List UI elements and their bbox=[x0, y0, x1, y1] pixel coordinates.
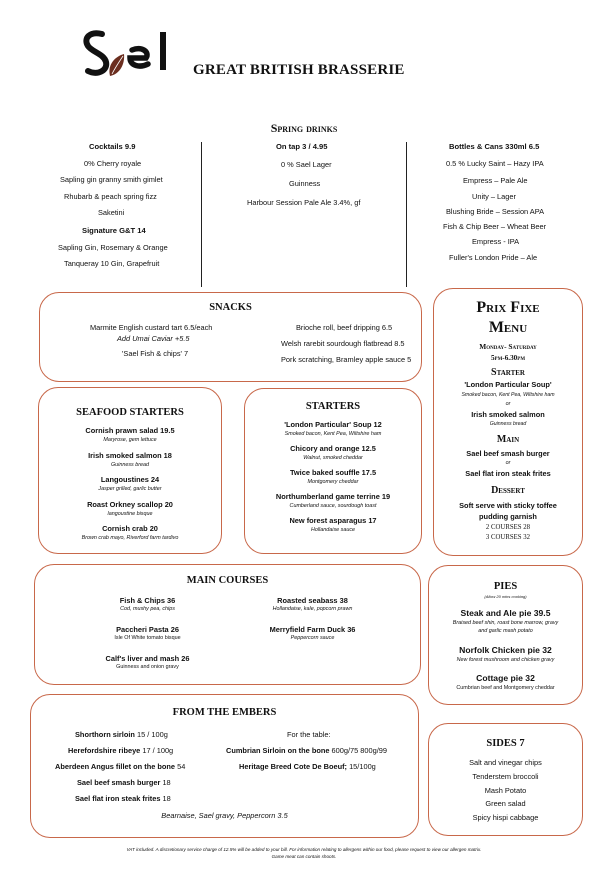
main-item-desc: Cod, mushy pea, chips bbox=[120, 606, 175, 612]
pie-desc: New forest mushroom and chicken gravy bbox=[456, 657, 555, 663]
menu-item: 'London Particular' Soup 12 bbox=[284, 420, 382, 429]
embers-item: Shorthorn sirloin 15 / 100g bbox=[75, 730, 168, 739]
menu-item-desc: Maryrose, gem lettuce bbox=[103, 437, 157, 443]
three-course-price: 3 COURSES 32 bbox=[485, 534, 531, 541]
on-tap-item: Harbour Session Pale Ale 3.4%, gf bbox=[247, 198, 361, 207]
side-item: Salt and vinegar chips bbox=[469, 758, 542, 767]
or-separator: or bbox=[505, 460, 511, 466]
menu-item-desc: Jasper grilled, garlic butter bbox=[98, 486, 162, 492]
prix-starter-item: 'London Particular Soup' bbox=[464, 380, 552, 389]
pie-desc: Braised beef shin, roast bone marrow, gravy bbox=[452, 620, 559, 626]
snack-addon: Add Umai Caviar +5.5 bbox=[117, 334, 190, 343]
prix-fixe-title: Prix Fixe bbox=[476, 299, 540, 316]
menu-item: Roast Orkney scallop 20 bbox=[87, 499, 173, 509]
gt-heading: Signature G&T 14 bbox=[82, 226, 146, 235]
bottle-item: 0.5 % Lucky Saint – Hazy IPA bbox=[446, 159, 544, 168]
pies-title: PIES bbox=[493, 581, 518, 592]
main-item: Roasted seabass 38 bbox=[277, 596, 348, 605]
or-separator: or bbox=[505, 401, 511, 407]
pie-desc: and garlic mash potato bbox=[478, 628, 533, 634]
on-tap-heading: On tap 3 / 4.95 bbox=[276, 142, 328, 151]
pie-item: Norfolk Chicken pie 32 bbox=[459, 645, 552, 655]
side-item: Mash Potato bbox=[484, 786, 527, 795]
prix-fixe-title: Menu bbox=[488, 319, 528, 336]
embers-item: Aberdeen Angus fillet on the bone 54 bbox=[55, 762, 186, 771]
bottle-item: Fish & Chip Beer – Wheat Beer bbox=[443, 222, 547, 231]
pie-item: Cottage pie 32 bbox=[476, 673, 535, 683]
menu-item: Cornish prawn salad 19.5 bbox=[85, 426, 175, 435]
pie-item: Steak and Ale pie 39.5 bbox=[460, 608, 551, 618]
main-item: Calf's liver and mash 26 bbox=[105, 654, 190, 663]
starters-title: STARTERS bbox=[305, 401, 361, 412]
column-divider bbox=[406, 142, 407, 287]
prix-dessert-item: pudding garnish bbox=[479, 512, 537, 521]
prix-starter-item: Irish smoked salmon bbox=[471, 410, 545, 419]
gt-item: Sapling Gin, Rosemary & Orange bbox=[58, 243, 168, 252]
side-item: Tenderstem broccoli bbox=[472, 772, 539, 781]
main-item-desc: Isle Of White tomato bisque bbox=[114, 635, 181, 641]
snack-item: Marmite English custard tart 6.5/each bbox=[90, 323, 213, 332]
embers-sauces: Bearnaise, Sael gravy, Peppercorn 3.5 bbox=[161, 811, 288, 820]
prix-starter-desc: Guinness bread bbox=[489, 421, 527, 427]
menu-item-desc: Walnut, smoked cheddar bbox=[303, 455, 363, 461]
spring-drinks-title: Spring drinks bbox=[270, 121, 338, 135]
embers-table-item: Heritage Breed Cote De Boeuf; 15/100g bbox=[239, 762, 376, 771]
footer-game-note: Game meat can contain shoots. bbox=[271, 854, 337, 859]
menu-item-desc: Hollandaise sauce bbox=[310, 527, 356, 533]
menu-item: Northumberland game terrine 19 bbox=[275, 492, 391, 501]
footer-disclaimer: VAT included. A discretionary service charge of 12.5% will be added to your bill. For information relating to allergens within our food, please request to view our allergen matrix. bbox=[126, 847, 482, 852]
embers-item: Herefordshire ribeye 17 / 100g bbox=[68, 746, 174, 755]
bottle-item: Empress – Pale Ale bbox=[463, 176, 528, 185]
for-the-table-heading: For the table: bbox=[287, 730, 331, 739]
menu-item-desc: Montgomery cheddar bbox=[307, 479, 359, 485]
menu-item: Cornish crab 20 bbox=[102, 524, 158, 533]
main-item: Fish & Chips 36 bbox=[119, 596, 176, 605]
sael-logo bbox=[80, 28, 180, 84]
menu-item: Twice baked souffle 17.5 bbox=[289, 468, 377, 477]
embers-title: FROM THE EMBERS bbox=[172, 707, 277, 718]
menu-item-desc: Brown crab mayo, Riverford farm tardivo bbox=[81, 535, 179, 541]
seafood-starters-title: SEAFOOD STARTERS bbox=[76, 407, 184, 418]
sides-title: SIDES 7 bbox=[486, 738, 525, 749]
prix-starter-heading: Starter bbox=[491, 367, 525, 378]
column-divider bbox=[201, 142, 202, 287]
main-item-desc: Peppercorn sauce bbox=[290, 635, 335, 641]
cocktail-item: 0% Cherry royale bbox=[84, 159, 142, 168]
menu-item: New forest asparagus 17 bbox=[289, 516, 377, 525]
on-tap-item: Guinness bbox=[289, 179, 321, 188]
two-course-price: 2 COURSES 28 bbox=[485, 524, 531, 531]
embers-item: Sael beef smash burger 18 bbox=[77, 778, 171, 787]
bottles-heading: Bottles & Cans 330ml 6.5 bbox=[449, 142, 540, 151]
cocktails-heading: Cocktails 9.9 bbox=[89, 142, 136, 151]
pies-note: (Allow 20 mins cooking) bbox=[484, 594, 527, 599]
prix-dessert-item: Soft serve with sticky toffee bbox=[459, 501, 557, 510]
prix-fixe-hours: 5pm-6.30pm bbox=[490, 354, 526, 362]
prix-main-item: Sael beef smash burger bbox=[466, 449, 550, 458]
cocktail-item: Saketini bbox=[98, 208, 125, 217]
main-item: Merryfield Farm Duck 36 bbox=[269, 625, 356, 634]
bottle-item: Blushing Bride – Session APA bbox=[446, 207, 545, 216]
on-tap-item: 0 % Sael Lager bbox=[281, 160, 332, 169]
main-item: Paccheri Pasta 26 bbox=[116, 625, 179, 634]
menu-item-desc: Guinness bread bbox=[110, 461, 150, 468]
bottle-item: Fuller's London Pride – Ale bbox=[449, 253, 538, 262]
cocktail-item: Rhubarb & peach spring fizz bbox=[64, 192, 157, 201]
menu-item-desc: langoustine bisque bbox=[107, 510, 153, 517]
prix-main-heading: Main bbox=[496, 434, 520, 445]
prix-starter-desc: Smoked bacon, Kent Pea, Wiltshire ham bbox=[461, 392, 555, 398]
main-item-desc: Guinness and onion gravy bbox=[116, 664, 179, 670]
prix-main-item: Sael flat iron steak frites bbox=[465, 469, 551, 478]
snacks-title: SNACKS bbox=[209, 302, 252, 313]
main-courses-title: MAIN COURSES bbox=[186, 575, 269, 586]
menu-item-desc: Cumberland sauce, sourdough toast bbox=[289, 503, 377, 509]
main-item-desc: Hollandaise, kale, popcorn prawn bbox=[272, 606, 353, 612]
prix-dessert-heading: Dessert bbox=[491, 485, 525, 496]
snack-item: 'Sael Fish & chips' 7 bbox=[122, 349, 189, 358]
bottle-item: Unity – Lager bbox=[472, 192, 516, 201]
cocktail-item: Sapling gin granny smith gimlet bbox=[60, 175, 163, 184]
snack-item: Pork scratching, Bramley apple sauce 5 bbox=[281, 355, 412, 364]
brasserie-tagline: GREAT BRITISH BRASSERIE bbox=[193, 62, 405, 78]
side-item: Spicy hispi cabbage bbox=[472, 813, 539, 822]
pie-desc: Cumbrian beef and Montgomery cheddar bbox=[456, 685, 555, 691]
prix-fixe-days: Monday- Saturday bbox=[479, 342, 537, 351]
snack-item: Brioche roll, beef dripping 6.5 bbox=[296, 323, 393, 332]
embers-item: Sael flat iron steak frites 18 bbox=[75, 794, 171, 803]
side-item: Green salad bbox=[485, 799, 526, 808]
menu-item: Langoustines 24 bbox=[100, 475, 160, 484]
bottle-item: Empress - IPA bbox=[472, 237, 520, 246]
menu-item-desc: Smoked bacon, Kent Pea, Wiltshire ham bbox=[284, 431, 382, 437]
snack-item: Welsh rarebit sourdough flatbread 8.5 bbox=[281, 339, 405, 348]
gt-item: Tanqueray 10 Gin, Grapefruit bbox=[64, 259, 160, 268]
embers-table-item: Cumbrian Sirloin on the bone 600g/75 800g/99 bbox=[226, 746, 388, 755]
menu-item: Chicory and orange 12.5 bbox=[290, 444, 376, 453]
menu-item: Irish smoked salmon 18 bbox=[88, 450, 172, 460]
